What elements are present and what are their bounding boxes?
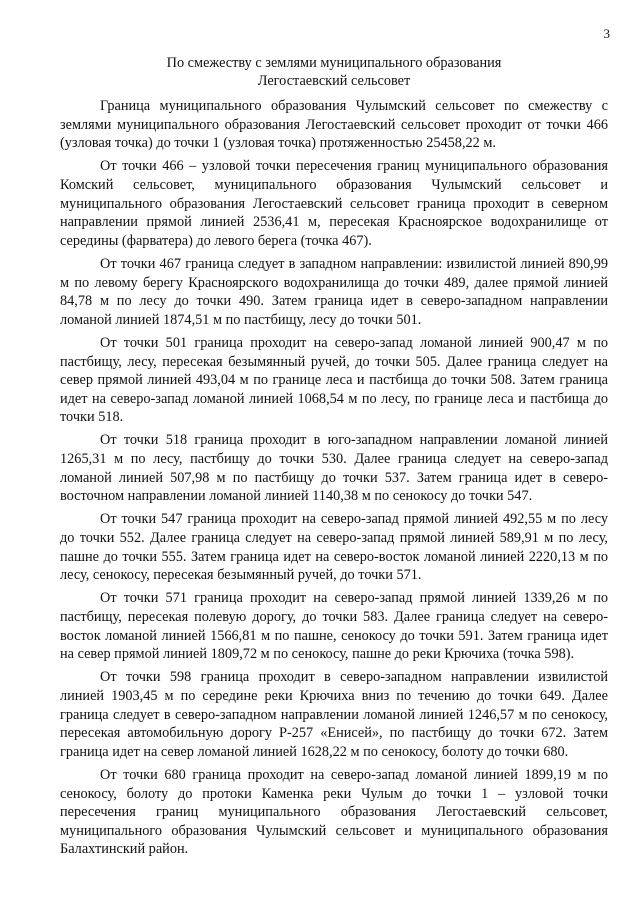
paragraph: От точки 571 граница проходит на северо-запад прямой линией 1339,26 м по пастбищу, пересекая полевую дорогу, до точки 583. Далее граница следует на северо-восток ломаной линией 1566,81 м по пашне, сенокосу до точки 591. Затем граница идет на север прямой линией 1809,72 м по сенокосу, пашне до реки Крючиха (точка 598). — [60, 590, 608, 663]
section-title — [60, 54, 608, 90]
paragraph: От точки 466 – узловой точки пересечения границ муниципального образования Комский сельсовет, муниципального образования Чулымский сельсовет и муниципального образования Легостаевский сельсовет граница проходит в северном направлении прямой линией 2536,41 м, пересекая Красноярское водохранилище от середины (фарватера) до левого берега (точка 467). — [60, 158, 608, 249]
section-title-line-2: Легостаевский сельсовет — [257, 73, 411, 89]
paragraph: От точки 598 граница проходит в северо-западном направлении извилистой линией 1903,45 м по середине реки Крючиха вниз по течению до точки 649. Далее граница следует в северо-западном направлении ломаной линией 1246,57 м по сенокосу, пересекая автомобильную дорогу Р-257 «Енисей», по пастбищу до точки 672. Затем граница идет на север ломаной линией 1628,22 м по сенокосу, болоту до точки 680. — [60, 669, 608, 760]
paragraph: От точки 518 граница проходит в юго-западном направлении ломаной линией 1265,31 м по лесу, пастбищу до точки 530. Далее граница следует на северо-запад ломаной линией 507,98 м по пастбищу до точки 537. Затем граница идет в северо-восточном направлении ломаной линией 1140,38 м по сенокосу до точки 547. — [60, 432, 608, 505]
document-body — [60, 97, 608, 864]
paragraph: От точки 547 граница проходит на северо-запад прямой линией 492,55 м по лесу до точки 552. Далее граница следует на северо-запад прямой линией 589,91 м по лесу, пашне до точки 555. Затем граница идет на северо-восток ломаной линией 2220,13 м по лесу, сенокосу, пересекая безымянный ручей, до точки 571. — [60, 511, 608, 584]
paragraph: От точки 467 граница следует в западном направлении: извилистой линией 890,99 м по левому берегу Красноярского водохранилища до точки 489, далее прямой линией 84,78 м по лесу до точки 490. Затем граница идет в северо-западном направлении ломаной линией 1874,51 м по пастбищу, лесу до точки 501. — [60, 255, 608, 328]
section-title-line-1: По смежеству с землями муниципального образования — [166, 55, 502, 71]
paragraph: Граница муниципального образования Чулымский сельсовет по смежеству с землями муниципального образования Легостаевский сельсовет проходит от точки 466 (узловая точка) до точки 1 (узловая точка) протяженностью 25458,22 м. — [60, 98, 608, 152]
page-number: 3 — [603, 26, 610, 41]
paragraph: От точки 501 граница проходит на северо-запад ломаной линией 900,47 м по пастбищу, лесу, пересекая безымянный ручей, до точки 505. Далее граница следует на север прямой линией 493,04 м по границе леса и пастбища до точки 508. Затем граница идет на северо-запад ломаной линией 1068,54 м по лесу, по границе леса и пастбища до точки 518. — [60, 334, 608, 426]
paragraph: От точки 680 граница проходит на северо-запад ломаной линией 1899,19 м по сенокосу, болоту до протоки Каменка реки Чулым до точки 1 – узловой точки пересечения границ муниципального образования Легостаевский сельсовет, муниципального образования Чулымский сельсовет и муниципального образования Балахтинский район. — [60, 766, 608, 858]
